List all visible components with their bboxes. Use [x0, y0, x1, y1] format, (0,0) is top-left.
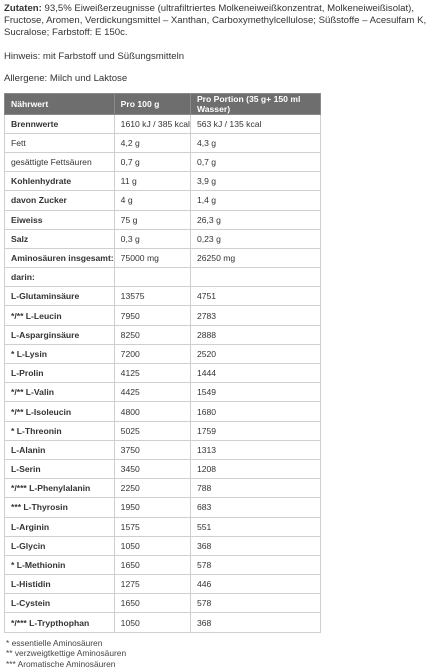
- row-value-100g: 4800: [114, 402, 190, 421]
- row-value-100g: 1950: [114, 498, 190, 517]
- nutrition-table: [4, 93, 321, 633]
- row-label: */** L-Valin: [5, 383, 115, 402]
- row-value-100g: 75000 mg: [114, 248, 190, 267]
- row-label: Aminosäuren insgesamt:: [5, 248, 115, 267]
- allergene-note: Allergene: Milch und Laktose: [4, 72, 128, 84]
- row-label: L-Histidin: [5, 575, 115, 594]
- row-value-100g: 1610 kJ / 385 kcal: [114, 114, 190, 133]
- table-row: [5, 440, 321, 459]
- table-row: [5, 152, 321, 171]
- row-value-100g: 4425: [114, 383, 190, 402]
- row-value-portion: 446: [190, 575, 320, 594]
- row-value-portion: 1680: [190, 402, 320, 421]
- row-value-100g: 5025: [114, 421, 190, 440]
- row-value-100g: [114, 268, 190, 287]
- row-value-100g: 11 g: [114, 172, 190, 191]
- row-label: *** L-Thyrosin: [5, 498, 115, 517]
- table-row: [5, 191, 321, 210]
- row-value-portion: 1,4 g: [190, 191, 320, 210]
- row-value-portion: 3,9 g: [190, 172, 320, 191]
- row-value-portion: 2783: [190, 306, 320, 325]
- row-value-100g: 3750: [114, 440, 190, 459]
- row-value-portion: 1759: [190, 421, 320, 440]
- table-row: [5, 268, 321, 287]
- row-value-portion: 578: [190, 594, 320, 613]
- row-label: * L-Threonin: [5, 421, 115, 440]
- table-row: [5, 402, 321, 421]
- table-row: [5, 383, 321, 402]
- row-value-portion: 2888: [190, 325, 320, 344]
- table-row: [5, 306, 321, 325]
- header-pro-portion: Pro Portion (35 g+ 150 ml Wasser): [190, 93, 320, 114]
- row-value-portion: 1208: [190, 459, 320, 478]
- row-value-100g: 8250: [114, 325, 190, 344]
- row-label: * L-Lysin: [5, 344, 115, 363]
- row-label: L-Glycin: [5, 536, 115, 555]
- row-label: L-Alanin: [5, 440, 115, 459]
- table-row: [5, 364, 321, 383]
- row-value-portion: 1313: [190, 440, 320, 459]
- table-header-row: [5, 93, 321, 114]
- row-value-portion: 26250 mg: [190, 248, 320, 267]
- table-row: [5, 248, 321, 267]
- row-value-100g: 1650: [114, 594, 190, 613]
- row-value-portion: 788: [190, 479, 320, 498]
- row-label: Fett: [5, 133, 115, 152]
- row-value-100g: 1575: [114, 517, 190, 536]
- row-value-100g: 75 g: [114, 210, 190, 229]
- ingredients-paragraph: [4, 3, 440, 40]
- row-value-portion: 563 kJ / 135 kcal: [190, 114, 320, 133]
- row-value-100g: 1050: [114, 613, 190, 632]
- row-label: */*** L-Phenylalanin: [5, 479, 115, 498]
- table-row: [5, 555, 321, 574]
- row-label: * L-Methionin: [5, 555, 115, 574]
- row-label: Salz: [5, 229, 115, 248]
- table-row: [5, 287, 321, 306]
- row-label: Brennwerte: [5, 114, 115, 133]
- row-value-100g: 13575: [114, 287, 190, 306]
- row-label: L-Serin: [5, 459, 115, 478]
- row-value-portion: 26,3 g: [190, 210, 320, 229]
- footnote-aromatic: *** Aromatische Aminosäuren: [6, 658, 116, 669]
- header-pro-100g: Pro 100 g: [114, 93, 190, 114]
- table-row: [5, 344, 321, 363]
- table-row: [5, 133, 321, 152]
- row-label: */** L-Leucin: [5, 306, 115, 325]
- row-value-portion: 2520: [190, 344, 320, 363]
- table-row: [5, 479, 321, 498]
- row-value-portion: 4,3 g: [190, 133, 320, 152]
- row-value-100g: 4 g: [114, 191, 190, 210]
- row-value-100g: 0,7 g: [114, 152, 190, 171]
- row-value-100g: 1050: [114, 536, 190, 555]
- row-value-portion: 368: [190, 613, 320, 632]
- row-label: L-Cystein: [5, 594, 115, 613]
- row-value-100g: 7200: [114, 344, 190, 363]
- row-value-100g: 4125: [114, 364, 190, 383]
- header-naehrwert: Nährwert: [5, 93, 115, 114]
- table-row: [5, 229, 321, 248]
- footnote-essential: * essentielle Aminosäuren: [6, 637, 103, 648]
- row-value-portion: 0,7 g: [190, 152, 320, 171]
- row-value-100g: 2250: [114, 479, 190, 498]
- row-value-100g: 1650: [114, 555, 190, 574]
- row-value-100g: 4,2 g: [114, 133, 190, 152]
- row-label: davon Zucker: [5, 191, 115, 210]
- ingredients-heading: Zutaten:: [4, 3, 42, 14]
- row-value-portion: 683: [190, 498, 320, 517]
- table-row: [5, 536, 321, 555]
- table-body: [5, 114, 321, 632]
- hinweis-note: Hinweis: mit Farbstoff und Süßungsmitteln: [4, 50, 185, 62]
- row-value-100g: 7950: [114, 306, 190, 325]
- row-value-portion: 4751: [190, 287, 320, 306]
- table-row: [5, 210, 321, 229]
- table-row: [5, 421, 321, 440]
- row-label: L-Prolin: [5, 364, 115, 383]
- table-row: [5, 114, 321, 133]
- footnotes: [6, 638, 444, 669]
- row-value-portion: 551: [190, 517, 320, 536]
- row-label: Kohlenhydrate: [5, 172, 115, 191]
- table-row: [5, 325, 321, 344]
- ingredients-text: 93,5% Eiweißerzeugnisse (ultrafiltriertes Molkeneiweißkonzentrat, Molkeneiweißisolat), Fructose, Aromen, Verdickungsmittel – Xanthan, Carboxymethylcellulose; Süßstoffe – Acesulfam K, Sucralose; Farbstoff: E 150c.: [4, 3, 427, 39]
- row-value-portion: [190, 268, 320, 287]
- footnote-branched-chain: ** verzweigtkettige Aminosäuren: [6, 648, 127, 659]
- row-value-100g: 3450: [114, 459, 190, 478]
- row-value-portion: 578: [190, 555, 320, 574]
- row-value-100g: 0,3 g: [114, 229, 190, 248]
- row-label: Eiweiss: [5, 210, 115, 229]
- row-value-portion: 0,23 g: [190, 229, 320, 248]
- row-value-portion: 1549: [190, 383, 320, 402]
- row-value-portion: 368: [190, 536, 320, 555]
- row-value-portion: 1444: [190, 364, 320, 383]
- table-row: [5, 498, 321, 517]
- table-row: [5, 594, 321, 613]
- table-row: [5, 517, 321, 536]
- table-row: [5, 172, 321, 191]
- row-label: L-Glutaminsäure: [5, 287, 115, 306]
- table-row: [5, 575, 321, 594]
- row-label: gesättigte Fettsäuren: [5, 152, 115, 171]
- row-label: L-Arginin: [5, 517, 115, 536]
- row-label: */** L-Isoleucin: [5, 402, 115, 421]
- table-row: [5, 613, 321, 632]
- row-label: */*** L-Trypthophan: [5, 613, 115, 632]
- table-row: [5, 459, 321, 478]
- row-label: darin:: [5, 268, 115, 287]
- product-info: [0, 3, 444, 669]
- row-value-100g: 1275: [114, 575, 190, 594]
- row-label: L-Asparginsäure: [5, 325, 115, 344]
